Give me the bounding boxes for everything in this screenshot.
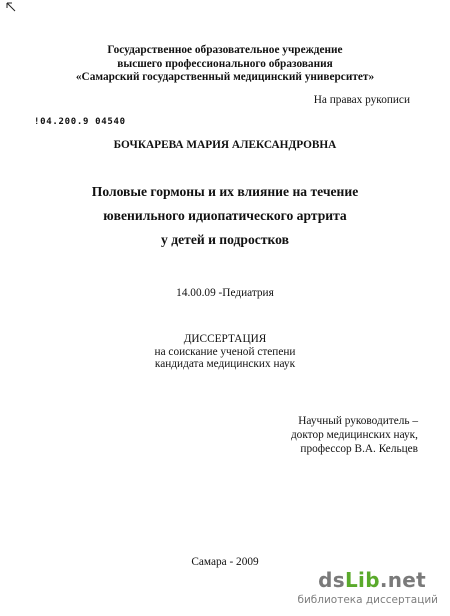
logo-part-net: .net xyxy=(379,568,426,592)
dissertation-title xyxy=(0,180,450,252)
specialty: 14.00.09 -Педиатрия xyxy=(176,287,274,299)
logo-part-ds: ds xyxy=(318,568,345,592)
author-name: БОЧКАРЕВА МАРИЯ АЛЕКСАНДРОВНА xyxy=(113,139,337,151)
dissertation-heading: ДИССЕРТАЦИЯ xyxy=(183,333,267,345)
supervisor-line-2: доктор медицинских наук, xyxy=(290,428,418,441)
supervisor-line-3: профессор В.А. Кельцев xyxy=(300,442,418,455)
supervisor-block xyxy=(291,415,418,456)
dissertation-line-3: кандидата медицинских наук xyxy=(154,358,296,371)
institution-line-3: «Самарский государственный медицинский университет» xyxy=(75,71,375,83)
scan-corner-mark xyxy=(6,2,20,14)
rights-note: На правах рукописи xyxy=(313,94,410,106)
title-line-3: у детей и подростков xyxy=(161,232,289,247)
institution-block xyxy=(0,44,450,85)
logo-part-lib: Lib xyxy=(345,568,380,592)
dissertation-block xyxy=(0,333,450,371)
city-year: Самара - 2009 xyxy=(191,556,259,568)
title-line-1: Половые гормоны и их влияние на течение xyxy=(91,184,359,199)
archive-code: !04.200.9 04540 xyxy=(34,117,126,127)
dissertation-line-2: на соискание ученой степени xyxy=(154,345,296,358)
dslib-logo xyxy=(318,568,426,592)
institution-line-1: Государственное образовательное учреждение xyxy=(107,44,343,56)
watermark-subtitle: библиотека диссертаций xyxy=(297,594,438,606)
supervisor-line-1: Научный руководитель – xyxy=(298,415,418,427)
title-line-2: ювенильного идиопатического артрита xyxy=(103,208,347,223)
dslib-watermark xyxy=(290,566,440,608)
institution-line-2: высшего профессионального образования xyxy=(117,57,333,70)
